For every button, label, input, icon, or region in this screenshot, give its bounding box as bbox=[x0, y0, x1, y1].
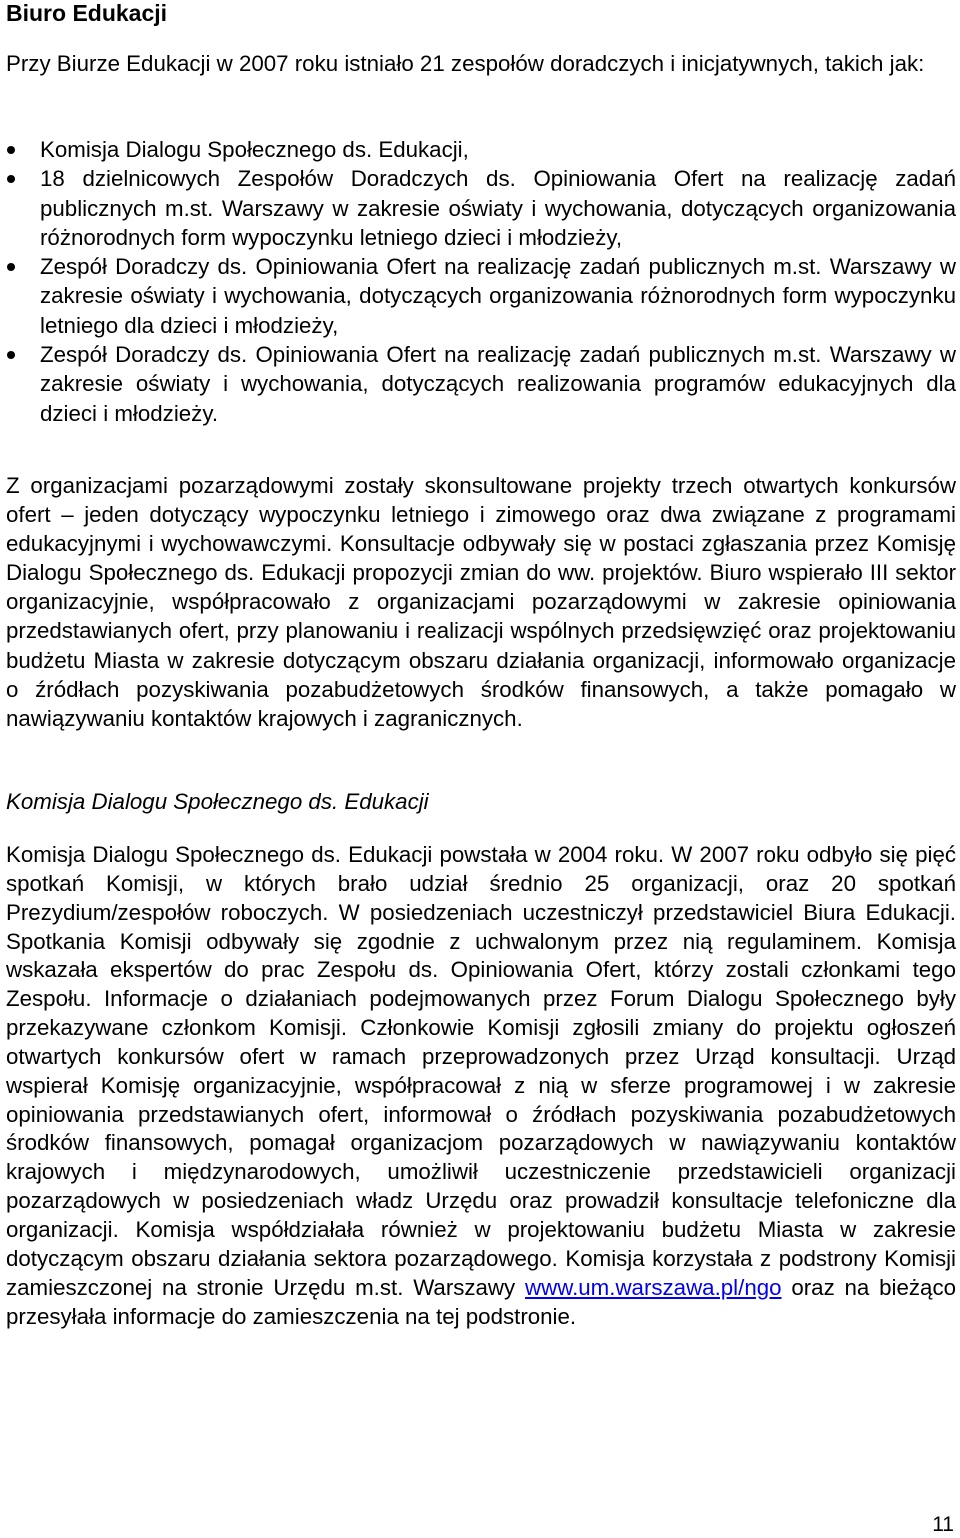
subsection-heading: Komisja Dialogu Społecznego ds. Edukacji bbox=[6, 789, 429, 814]
list-item bbox=[0, 164, 960, 252]
ngo-link[interactable]: www.um.warszawa.pl/ngo bbox=[525, 1274, 782, 1300]
list-item bbox=[0, 252, 960, 340]
list-item bbox=[0, 135, 960, 164]
bullet-icon bbox=[7, 263, 15, 271]
bullet-icon bbox=[7, 146, 15, 154]
paragraph-text-end: oraz na bieżąco przesyłała informacje do zamieszczenia na tej podstronie. bbox=[6, 1274, 956, 1329]
page-number: 11 bbox=[932, 1513, 954, 1536]
bullet-icon bbox=[7, 175, 15, 183]
bullet-icon bbox=[7, 351, 15, 359]
bullet-list bbox=[0, 135, 960, 428]
list-item-text: Zespół Doradczy ds. Opiniowania Ofert na realizację zadań publicznych m.st. Warszawy w zakresie oświaty i wychowania, dotyczących organizowania różnorodnych form wypoczynku letniego dla dzieci i młodzieży, bbox=[40, 254, 956, 338]
body-paragraph-commission bbox=[6, 841, 956, 1331]
list-item-text: Zespół Doradczy ds. Opiniowania Ofert na realizację zadań publicznych m.st. Warszawy w zakresie oświaty i wychowania, dotyczących realizowania programów edukacyjnych dla dzieci i młodzieży. bbox=[40, 342, 956, 426]
list-item-text: 18 dzielnicowych Zespołów Doradczych ds. Opiniowania Ofert na realizację zadań publicznych m.st. Warszawy w zakresie oświaty i wychowania, dotyczących organizowania różnorodnych form wypoczynku letniego dzieci i młodzieży, bbox=[40, 166, 956, 250]
paragraph-text: Komisja Dialogu Społecznego ds. Edukacji powstała w 2004 roku. W 2007 roku odbyło się pięć spotkań Komisji, w których brało udział średnio 25 organizacji, oraz 20 spotkań Prezydium/zespołów roboczych. W posiedzeniach uczestniczył przedstawiciel Biura Edukacji. Spotkania Komisji odbywały się zgodnie z uchwalonym przez nią regulaminem. Komisja wskazała ekspertów do prac Zespołu ds. Opiniowania Ofert, którzy zostali członkami tego Zespołu. Informacje o działaniach podejmowanych przez Forum Dialogu Społecznego były przekazywane członkom Komisji. Członkowie Komisji zgłosili zmiany do projektu ogłoszeń otwartych konkursów ofert w ramach przeprowadzonych przez Urząd konsultacji. Urząd wspierał Komisję organizacyjnie, współpracował z nią w sferze programowej i w zakresie opiniowania przedstawianych ofert, informował o źródłach pozyskiwania pozabudżetowych środków finansowych, pomagał organizacjom pozarządowych w nawiązywaniu kontaktów krajowych i międzynarodowych, umożliwił uczestniczenie przedstawicieli organizacji pozarządowych w posiedzeniach władz Urzędu oraz prowadził konsultacje telefoniczne dla organizacji. Komisja współdziałała również w projektowaniu budżetu Miasta w zakresie dotyczącym obszaru działania sektora pozarządowego. Komisja korzystała z podstrony Komisji zamieszczonej na stronie Urzędu m.st. Warszawy bbox=[6, 842, 956, 1300]
list-item bbox=[0, 340, 960, 428]
intro-paragraph: Przy Biurze Edukacji w 2007 roku istniało 21 zespołów doradczych i inicjatywnych, takich jak: bbox=[6, 51, 925, 76]
list-item-text: Komisja Dialogu Społecznego ds. Edukacji, bbox=[40, 137, 469, 162]
section-heading: Biuro Edukacji bbox=[6, 0, 168, 26]
body-paragraph: Z organizacjami pozarządowymi zostały skonsultowane projekty trzech otwartych konkursów ofert – jeden dotyczący wypoczynku letniego i zimowego oraz dwa związane z programami edukacyjnymi i wychowawczymi. Konsultacje odbywały się w postaci zgłaszania przez Komisję Dialogu Społecznego ds. Edukacji propozycji zmian do ww. projektów. Biuro wspierało III sektor organizacyjnie, współpracowało z organizacjami pozarządowymi w zakresie opiniowania przedstawianych ofert, przy planowaniu i realizacji wspólnych przedsięwzięć oraz projektowaniu budżetu Miasta w zakresie dotyczącym obszaru działania organizacji, informowało organizacje o źródłach pozyskiwania pozabudżetowych środków finansowych, a także pomagało w nawiązywaniu kontaktów krajowych i zagranicznych. bbox=[6, 473, 956, 731]
